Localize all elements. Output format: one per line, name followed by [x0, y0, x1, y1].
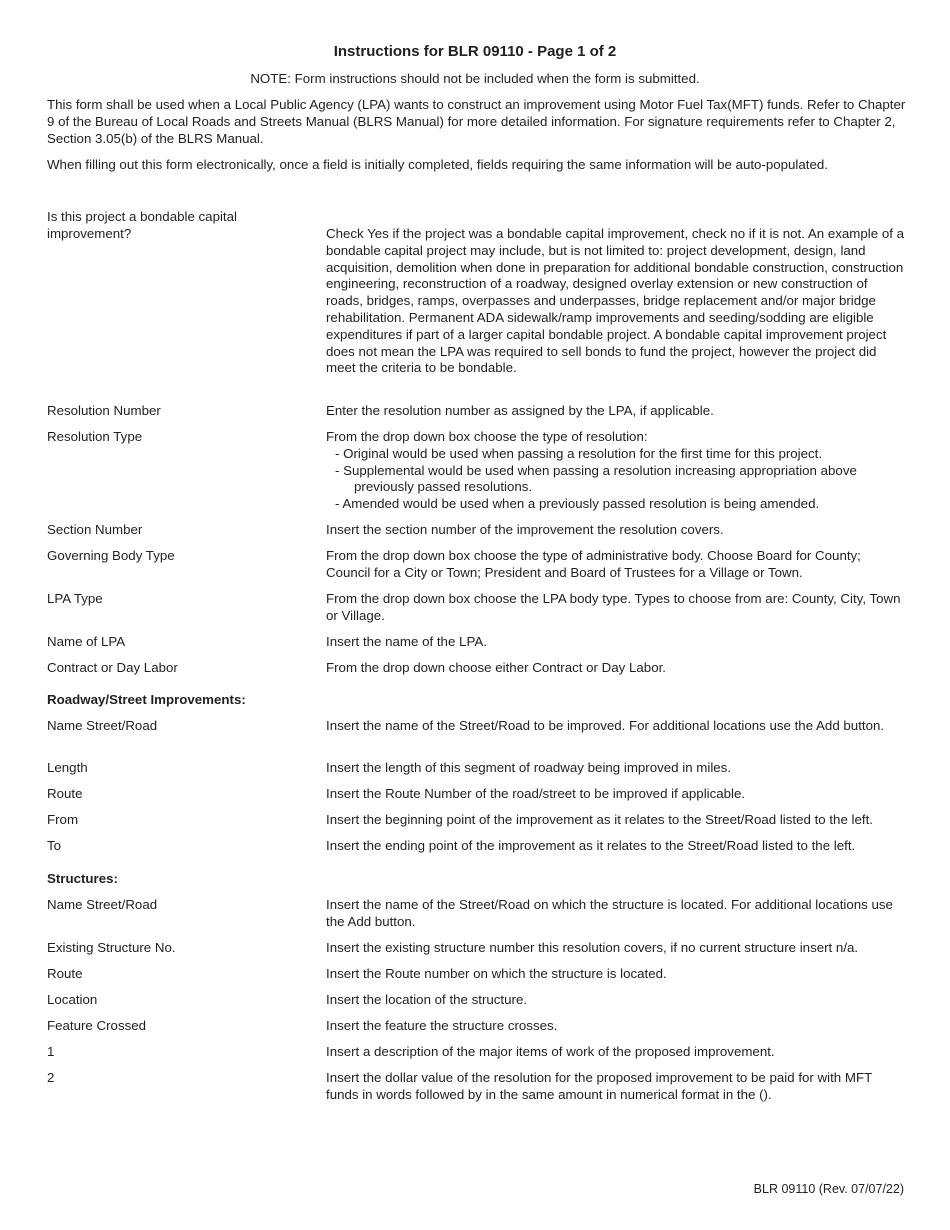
- row-label: LPA Type: [47, 591, 103, 606]
- roadway-section-heading: Roadway/Street Improvements:: [47, 692, 246, 707]
- row-label: Contract or Day Labor: [47, 660, 178, 675]
- resolution-type-intro: From the drop down box choose the type of resolution:: [326, 429, 648, 444]
- structures-section-heading: Structures:: [47, 871, 118, 886]
- row-description: Insert the dollar value of the resolution for the proposed improvement to be paid for with MFT funds in words followed by in the same amount in numerical format in the ().: [326, 1070, 872, 1102]
- row-description: Insert the name of the Street/Road to be improved. For additional locations use the Add button.: [326, 718, 885, 733]
- row-label: Name Street/Road: [47, 897, 158, 912]
- row-description: Check Yes if the project was a bondable capital improvement, check no if it is not. An example of a bondable capital project may include, but is not limited to: project development, design, land acquisition, demolition when done in preparation for additional bondable construction, construction engineering, reconstruction of a roadway, designed overlay extension or new construction of roads, bridges, ramps, overpasses and underpasses, bridge replacement and/or major bridge rehabilitation. Permanent ADA sidewalk/ramp improvements and seeding/sodding are eligible expenditures if part of a larger capital bondable project. A bondable capital improvement project does not mean the LPA was required to sell bonds to fund the project, however the project did meet the criteria to be bondable.: [326, 226, 904, 376]
- row-description: Insert the Route number on which the structure is located.: [326, 966, 667, 981]
- row-label: Existing Structure No.: [47, 940, 176, 955]
- row-description: [326, 429, 906, 513]
- row-label: Feature Crossed: [47, 1018, 147, 1033]
- row-description: From the drop down box choose the LPA body type. Types to choose from are: County, City, Town or Village.: [326, 591, 901, 623]
- resolution-type-amended: - Amended would be used when a previously passed resolution is being amended.: [335, 496, 820, 512]
- row-label: Location: [47, 992, 98, 1007]
- row-description: Insert the Route Number of the road/street to be improved if applicable.: [326, 786, 746, 801]
- row-description: Insert the name of the Street/Road on which the structure is located. For additional locations use the Add button.: [326, 897, 893, 929]
- row-description: From the drop down choose either Contract or Day Labor.: [326, 660, 666, 675]
- row-label: Name Street/Road: [47, 718, 158, 733]
- resolution-type-supplemental-cont: previously passed resolutions.: [354, 479, 533, 495]
- row-description: Enter the resolution number as assigned by the LPA, if applicable.: [326, 403, 714, 418]
- page-title: Instructions for BLR 09110 - Page 1 of 2: [333, 43, 617, 60]
- row-label: Length: [47, 760, 88, 775]
- submission-note: NOTE: Form instructions should not be included when the form is submitted.: [250, 71, 700, 86]
- row-description: Insert a description of the major items of work of the proposed improvement.: [326, 1044, 775, 1059]
- row-description: Insert the section number of the improvement the resolution covers.: [326, 522, 724, 537]
- row-label: 1: [47, 1044, 55, 1059]
- row-description: Insert the feature the structure crosses.: [326, 1018, 558, 1033]
- row-description: Insert the beginning point of the improvement as it relates to the Street/Road listed to the left.: [326, 812, 873, 827]
- row-label: Governing Body Type: [47, 548, 175, 563]
- row-label: Is this project a bondable capital improvement?: [47, 209, 237, 241]
- row-label: Resolution Type: [47, 429, 143, 444]
- row-label: To: [47, 838, 62, 853]
- row-label: From: [47, 812, 79, 827]
- row-description: Insert the length of this segment of roadway being improved in miles.: [326, 760, 732, 775]
- row-description: Insert the ending point of the improvement as it relates to the Street/Road listed to the left.: [326, 838, 856, 853]
- resolution-type-supplemental: - Supplemental would be used when passing a resolution increasing appropriation above: [335, 462, 857, 478]
- row-description: From the drop down box choose the type of administrative body. Choose Board for County; Council for a City or Town; President and Board of Trustees for a Village or Town.: [326, 548, 861, 580]
- autopopulate-paragraph: When filling out this form electronically, once a field is initially completed, fields requiring the same information will be auto-populated.: [47, 157, 828, 172]
- row-label: Route: [47, 786, 83, 801]
- row-label: Name of LPA: [47, 634, 126, 649]
- row-label: 2: [47, 1070, 55, 1085]
- form-revision-footer: BLR 09110 (Rev. 07/07/22): [753, 1182, 904, 1196]
- row-label: Route: [47, 966, 83, 981]
- intro-paragraph: This form shall be used when a Local Public Agency (LPA) wants to construct an improvement using Motor Fuel Tax(MFT) funds. Refer to Chapter 9 of the Bureau of Local Roads and Streets Manual (BLRS Manual) for more detailed information. For signature requirements refer to Chapter 2, Section 3.05(b) of the BLRS Manual.: [47, 97, 906, 146]
- row-label: Resolution Number: [47, 403, 161, 418]
- row-description: Insert the existing structure number this resolution covers, if no current structure insert n/a.: [326, 940, 859, 955]
- row-label: Section Number: [47, 522, 143, 537]
- resolution-type-original: - Original would be used when passing a resolution for the first time for this project.: [335, 445, 823, 461]
- row-description: Insert the location of the structure.: [326, 992, 528, 1007]
- row-description: Insert the name of the LPA.: [326, 634, 487, 649]
